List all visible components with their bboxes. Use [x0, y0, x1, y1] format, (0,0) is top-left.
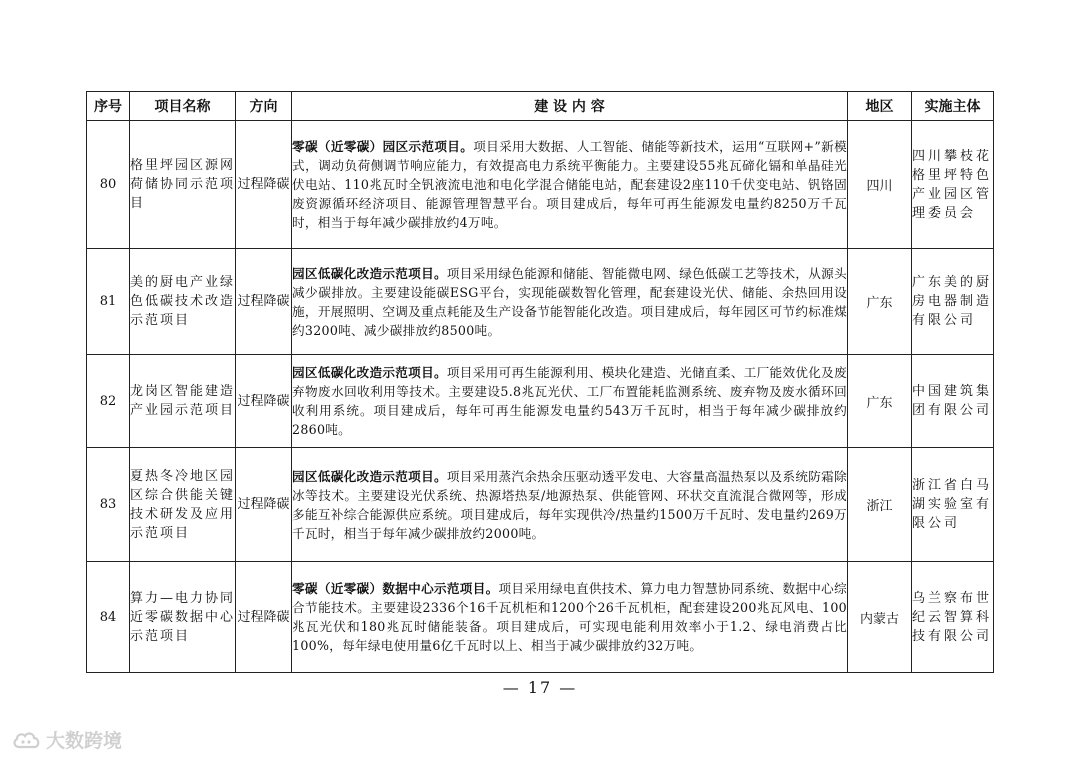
- direction: 过程降碳: [236, 121, 292, 249]
- content-title: 零碳（近零碳）数据中心示范项目。: [292, 581, 499, 596]
- content-title: 园区低碳化改造示范项目。: [292, 265, 447, 281]
- region: 内蒙古: [848, 562, 912, 673]
- project-name: 夏热冬冷地区园区综合供能关键技术研发及应用示范项目: [130, 448, 236, 562]
- table-row: [87, 355, 994, 448]
- region: 四川: [848, 121, 912, 249]
- projects-table: [86, 91, 994, 673]
- row-number: 83: [87, 448, 130, 562]
- project-name: 龙岗区智能建造产业园示范项目: [130, 355, 236, 448]
- watermark: [12, 726, 122, 753]
- content-title: 零碳（近零碳）园区示范项目。: [292, 139, 474, 154]
- construction-content: [292, 562, 848, 673]
- region: 浙江: [848, 448, 912, 562]
- table-row: [87, 121, 994, 249]
- direction: 过程降碳: [236, 448, 292, 562]
- project-name: 美的厨电产业绿色低碳技术改造示范项目: [130, 249, 236, 355]
- project-name: 格里坪园区源网荷储协同示范项目: [130, 121, 236, 249]
- region: 广东: [848, 355, 912, 448]
- content-title: 园区低碳化改造示范项目。: [292, 468, 447, 484]
- project-name: 算力—电力协同近零碳数据中心示范项目: [130, 562, 236, 673]
- watermark-text: 大数跨境: [46, 730, 123, 752]
- direction: 过程降碳: [236, 249, 292, 355]
- header-region: 地区: [848, 92, 912, 121]
- implementing-org: 四川攀枝花格里坪特色产业园区管理委员会: [912, 121, 994, 249]
- implementing-org: 中国建筑集团有限公司: [912, 355, 994, 448]
- implementing-org: 浙江省白马湖实验室有限公司: [912, 448, 994, 562]
- row-number: 80: [87, 121, 130, 249]
- table-row: [87, 249, 994, 355]
- content-body: 项目采用可再生能源利用、模块化建造、光储直柔、工厂能效优化及废弃物废水回收利用等技术。主要建设5.8兆瓦光伏、工厂布置能耗监测系统、废弃物及废水循环回收利用系统。项目建成后，每年可再生能源发电量约543万千瓦时，相当于每年减少碳排放约2860吨。: [292, 365, 847, 437]
- implementing-org: 广东美的厨房电器制造有限公司: [912, 249, 994, 355]
- construction-content: [292, 249, 848, 355]
- header-no: 序号: [87, 92, 130, 121]
- table-header-row: [87, 92, 994, 121]
- construction-content: [292, 448, 848, 562]
- content-body: 项目采用蒸汽余热余压驱动透平发电、大容量高温热泵以及系统防霜除冰等技术。主要建设光伏系统、热源塔热泵/地源热泵、供能管网、环状交直流混合微网等，形成多能互补综合能源供应系统。项目建成后，每年实现供冷/热量约1500万千瓦时、发电量约269万千瓦时，相当于每年减少碳排放约2000吨。: [292, 468, 847, 541]
- region: 广东: [848, 249, 912, 355]
- content-body: 项目采用大数据、人工智能、储能等新技术，运用“互联网+”新模式，调动负荷侧调节响应能力，有效提高电力系统平衡能力。主要建设55兆瓦碲化镉和单晶硅光伏电站、110兆瓦时全钒液流电池和电化学混合储能电站，配套建设2座110千伏变电站、钒铬固废资源循环经济项目、能源管理智慧平台。项目建成后，每年可再生能源发电量约8250万千瓦时，相当于每年减少碳排放约4万吨。: [292, 139, 847, 230]
- direction: 过程降碳: [236, 562, 292, 673]
- header-org: 实施主体: [912, 92, 994, 121]
- row-number: 81: [87, 249, 130, 355]
- header-direction: 方向: [236, 92, 292, 121]
- construction-content: [292, 121, 848, 249]
- table-row: [87, 448, 994, 562]
- construction-content: [292, 355, 848, 448]
- row-number: 82: [87, 355, 130, 448]
- content-title: 园区低碳化改造示范项目。: [292, 365, 447, 380]
- content-body: 项目采用绿电直供技术、算力电力智慧协同系统、数据中心综合节能技术。主要建设2336个16千瓦机柜和1200个26千瓦机柜，配套建设200兆瓦风电、100兆瓦光伏和180兆瓦时储能装备。项目建成后，可实现电能利用效率小于1.2、绿电消费占比100%，每年绿电使用量6亿千瓦时以上、相当于减少碳排放约32万吨。: [292, 581, 847, 653]
- direction: 过程降碳: [236, 355, 292, 448]
- table-row: [87, 562, 994, 673]
- implementing-org: 乌兰察布世纪云智算科技有限公司: [912, 562, 994, 673]
- row-number: 84: [87, 562, 130, 673]
- header-content: 建 设 内 容: [292, 92, 848, 121]
- content-body: 项目采用绿色能源和储能、智能微电网、绿色低碳工艺等技术，从源头减少碳排放。主要建设能碳ESG平台，实现能碳数智化管理，配套建设光伏、储能、余热回用设施，开展照明、空调及重点耗能及生产设备节能智能化改造。项目建成后，每年园区可节约标准煤约3200吨、减少碳排放约8500吨。: [292, 265, 847, 338]
- header-name: 项目名称: [130, 92, 236, 121]
- cloud-logo-icon: [12, 729, 42, 751]
- page-number: — 17 —: [502, 678, 578, 697]
